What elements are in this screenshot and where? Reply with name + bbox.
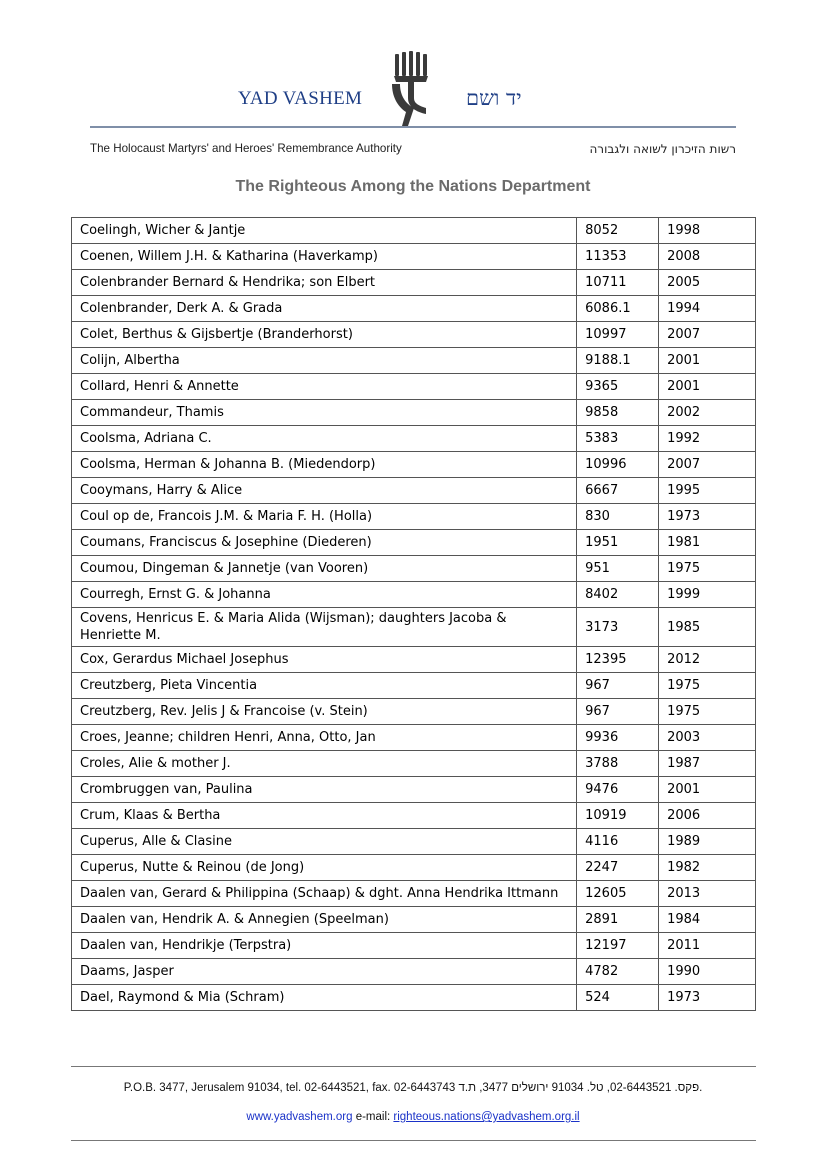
table-row [72,751,756,777]
table-row [72,452,756,478]
name-cell: Dael, Raymond & Mia (Schram) [72,985,577,1011]
table-row [72,608,756,647]
name-cell: Croes, Jeanne; children Henri, Anna, Otto, Jan [72,725,577,751]
authority-name-he: רשות הזיכרון לשואה ולגבורה [589,142,736,156]
table-row [72,374,756,400]
righteous-table [71,217,756,1011]
name-cell: Crum, Klaas & Bertha [72,803,577,829]
name-cell: Courregh, Ernst G. & Johanna [72,582,577,608]
number-cell: 5383 [577,426,659,452]
table-row [72,322,756,348]
number-cell: 524 [577,985,659,1011]
table-row [72,803,756,829]
number-cell: 967 [577,673,659,699]
number-cell: 1951 [577,530,659,556]
name-cell: Covens, Henricus E. & Maria Alida (Wijsman); daughters Jacoba & Henriette M. [72,608,577,647]
table-row [72,673,756,699]
year-cell: 1981 [659,530,756,556]
number-cell: 8052 [577,218,659,244]
number-cell: 6086.1 [577,296,659,322]
year-cell: 2013 [659,881,756,907]
year-cell: 2007 [659,322,756,348]
year-cell: 1984 [659,907,756,933]
name-cell: Coumans, Franciscus & Josephine (Diederen) [72,530,577,556]
year-cell: 1985 [659,608,756,647]
name-cell: Collard, Henri & Annette [72,374,577,400]
year-cell: 2001 [659,777,756,803]
year-cell: 2012 [659,647,756,673]
table-row [72,556,756,582]
name-cell: Colet, Berthus & Gijsbertje (Branderhorst) [72,322,577,348]
year-cell: 2002 [659,400,756,426]
year-cell: 1999 [659,582,756,608]
name-cell: Crombruggen van, Paulina [72,777,577,803]
number-cell: 12605 [577,881,659,907]
name-cell: Coumou, Dingeman & Jannetje (van Vooren) [72,556,577,582]
name-cell: Colijn, Albertha [72,348,577,374]
name-cell: Daalen van, Hendrik A. & Annegien (Speelman) [72,907,577,933]
year-cell: 2006 [659,803,756,829]
year-cell: 1990 [659,959,756,985]
number-cell: 951 [577,556,659,582]
number-cell: 10996 [577,452,659,478]
contact-line [0,1111,826,1123]
year-cell: 2008 [659,244,756,270]
number-cell: 9476 [577,777,659,803]
table-row [72,647,756,673]
letterhead [0,0,826,170]
table-row [72,725,756,751]
name-cell: Creutzberg, Pieta Vincentia [72,673,577,699]
year-cell: 1989 [659,829,756,855]
number-cell: 10711 [577,270,659,296]
year-cell: 1995 [659,478,756,504]
table-row [72,829,756,855]
name-cell: Colenbrander, Derk A. & Grada [72,296,577,322]
year-cell: 1982 [659,855,756,881]
table-row [72,959,756,985]
year-cell: 2001 [659,374,756,400]
year-cell: 2005 [659,270,756,296]
number-cell: 10919 [577,803,659,829]
year-cell: 1973 [659,504,756,530]
number-cell: 967 [577,699,659,725]
menorah-icon [386,50,436,128]
table-row [72,907,756,933]
number-cell: 4782 [577,959,659,985]
email-label: e-mail: [352,1111,394,1123]
number-cell: 8402 [577,582,659,608]
number-cell: 4116 [577,829,659,855]
number-cell: 6667 [577,478,659,504]
year-cell: 1975 [659,673,756,699]
name-cell: Colenbrander Bernard & Hendrika; son Elbert [72,270,577,296]
department-title: The Righteous Among the Nations Department [235,178,591,195]
table-row [72,699,756,725]
name-cell: Creutzberg, Rev. Jelis J & Francoise (v. Stein) [72,699,577,725]
name-cell: Cuperus, Nutte & Reinou (de Jong) [72,855,577,881]
table-row [72,218,756,244]
year-cell: 1998 [659,218,756,244]
table-row [72,244,756,270]
name-cell: Daalen van, Hendrikje (Terpstra) [72,933,577,959]
footer-divider-top [71,1066,756,1067]
table-row [72,777,756,803]
postal-address: P.O.B. 3477, Jerusalem 91034, tel. 02-6443521, fax. 02-6443743 ‏פקס. 02-6443521, טל. 91034 ירושלים 3477, ת.ד. [123,1082,703,1094]
number-cell: 830 [577,504,659,530]
year-cell: 1975 [659,699,756,725]
table-row [72,582,756,608]
name-cell: Cox, Gerardus Michael Josephus [72,647,577,673]
number-cell: 3788 [577,751,659,777]
number-cell: 9188.1 [577,348,659,374]
table-row [72,400,756,426]
number-cell: 2247 [577,855,659,881]
logo-text-he: יד ושם [466,86,522,110]
number-cell: 2891 [577,907,659,933]
table-row [72,530,756,556]
header-divider [90,126,736,128]
table-row [72,296,756,322]
table-row [72,933,756,959]
table-row [72,270,756,296]
table-row [72,504,756,530]
year-cell: 1975 [659,556,756,582]
table-row [72,426,756,452]
website-link[interactable]: www.yadvashem.org [246,1111,353,1123]
number-cell: 9858 [577,400,659,426]
number-cell: 10997 [577,322,659,348]
name-cell: Croles, Alie & mother J. [72,751,577,777]
table-row [72,478,756,504]
number-cell: 9936 [577,725,659,751]
authority-name-en: The Holocaust Martyrs' and Heroes' Remembrance Authority [90,142,402,155]
email-link[interactable]: righteous.nations@yadvashem.org.il [393,1111,580,1123]
table-row [72,348,756,374]
number-cell: 12197 [577,933,659,959]
year-cell: 1987 [659,751,756,777]
name-cell: Coul op de, Francois J.M. & Maria F. H. (Holla) [72,504,577,530]
number-cell: 3173 [577,608,659,647]
table-row [72,985,756,1011]
year-cell: 2001 [659,348,756,374]
year-cell: 2011 [659,933,756,959]
year-cell: 1973 [659,985,756,1011]
year-cell: 2003 [659,725,756,751]
footer-divider-bottom [71,1140,756,1141]
year-cell: 2007 [659,452,756,478]
authority-line [90,142,736,158]
name-cell: Daams, Jasper [72,959,577,985]
table-row [72,855,756,881]
number-cell: 9365 [577,374,659,400]
year-cell: 1994 [659,296,756,322]
name-cell: Cuperus, Alle & Clasine [72,829,577,855]
name-cell: Coolsma, Adriana C. [72,426,577,452]
name-cell: Commandeur, Thamis [72,400,577,426]
name-cell: Coelingh, Wicher & Jantje [72,218,577,244]
number-cell: 12395 [577,647,659,673]
year-cell: 1992 [659,426,756,452]
name-cell: Daalen van, Gerard & Philippina (Schaap) & dght. Anna Hendrika Ittmann [72,881,577,907]
name-cell: Coolsma, Herman & Johanna B. (Miedendorp) [72,452,577,478]
logo-text-en: YAD VASHEM [238,88,363,109]
name-cell: Coenen, Willem J.H. & Katharina (Haverkamp) [72,244,577,270]
number-cell: 11353 [577,244,659,270]
table-row [72,881,756,907]
name-cell: Cooymans, Harry & Alice [72,478,577,504]
